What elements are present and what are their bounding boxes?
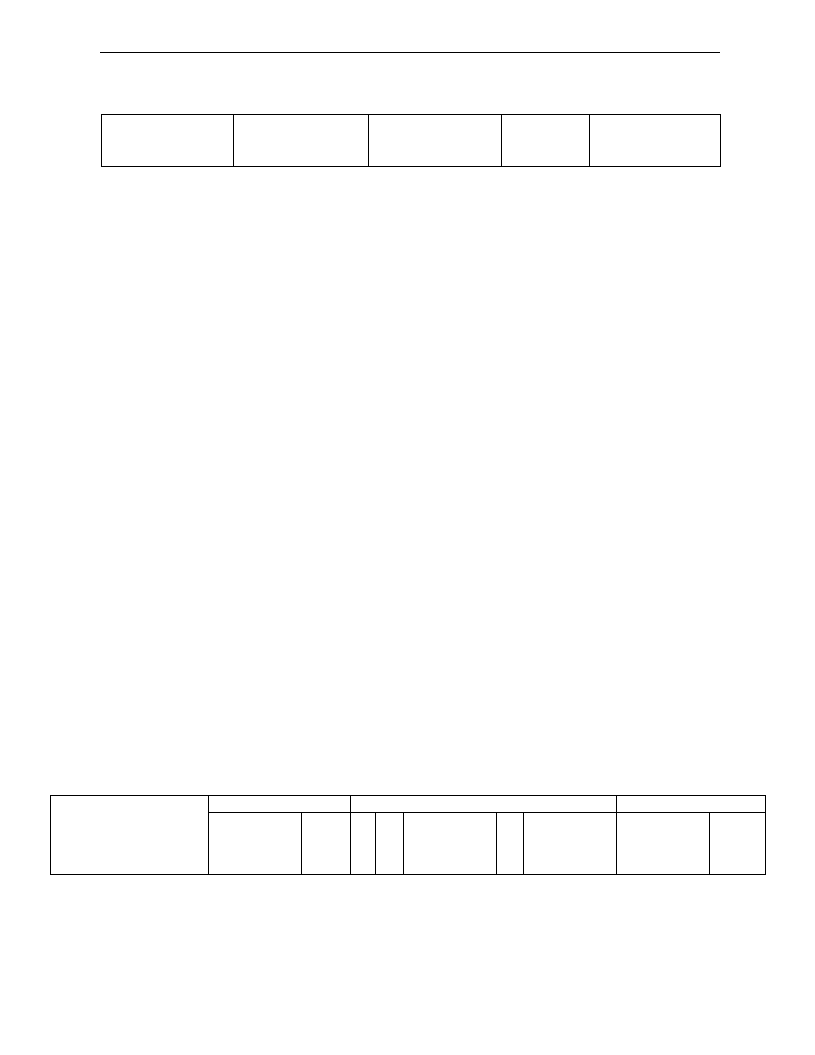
col-header-bonus: [376, 813, 404, 875]
group-header-after: [617, 796, 766, 813]
col-header-2007: [369, 115, 502, 167]
group-header-before: [209, 796, 351, 813]
col-header-qty: [209, 813, 302, 875]
col-header-2006: [590, 115, 721, 167]
col-header-reserve: [404, 813, 497, 875]
col-header-ratio: [302, 813, 351, 875]
col-header-qty: [617, 813, 710, 875]
table-subheader-row: [102, 115, 721, 167]
share-change-table: [50, 795, 766, 875]
col-header-subtotal: [524, 813, 617, 875]
page-header: [100, 49, 720, 53]
table-header-row: [51, 796, 766, 813]
table-cell: [51, 796, 209, 875]
col-header-issue: [351, 813, 376, 875]
table-cell: [102, 115, 234, 167]
group-header-change: [351, 796, 617, 813]
financial-indicators-table: [101, 114, 721, 167]
col-header-ratio: [710, 813, 766, 875]
col-header-change: [502, 115, 590, 167]
col-header-2008: [234, 115, 369, 167]
col-header-other: [497, 813, 524, 875]
